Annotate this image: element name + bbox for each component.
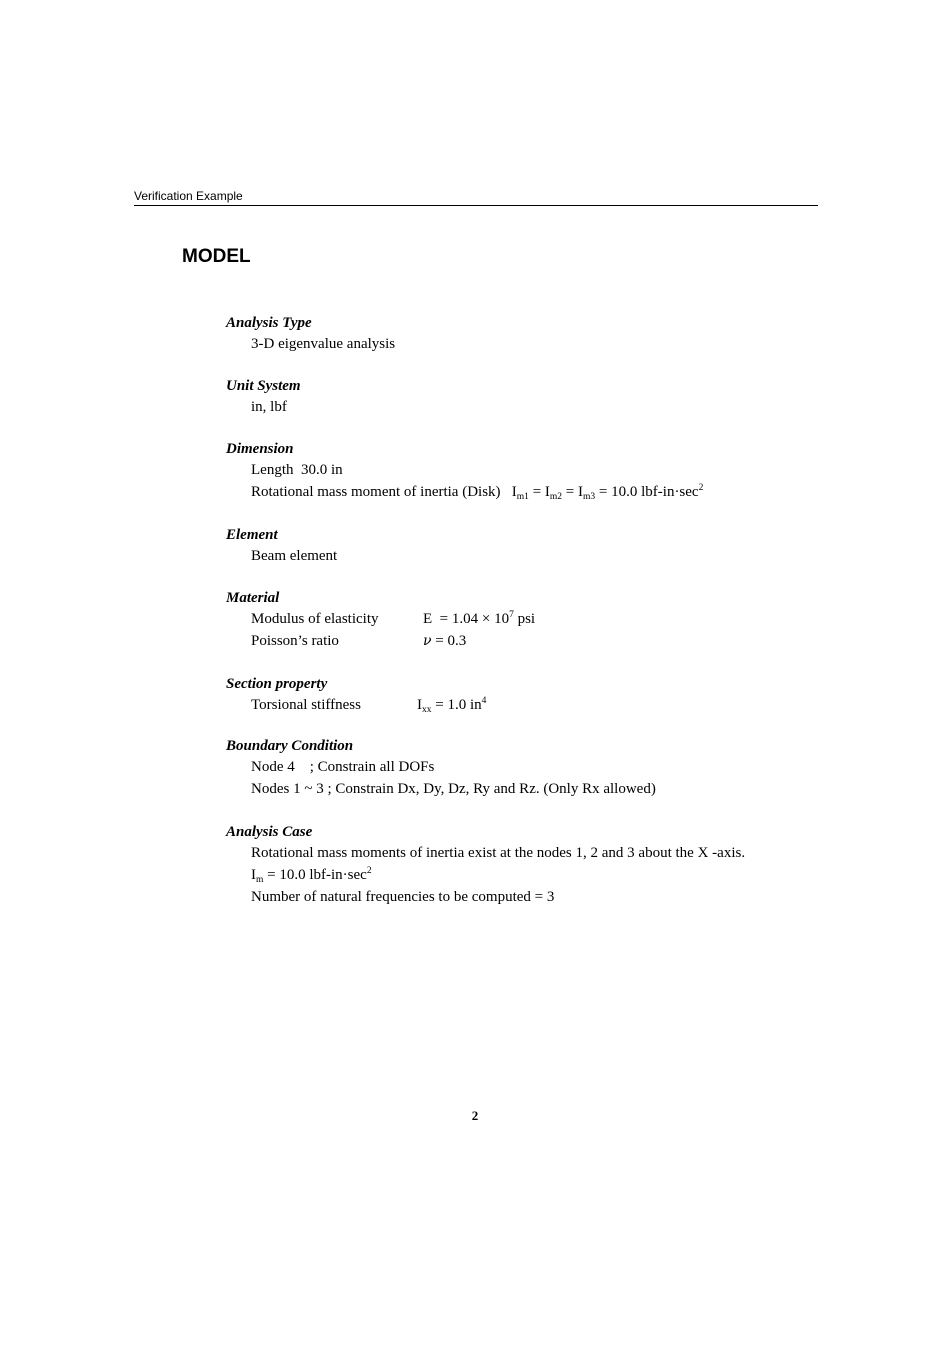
nu-symbol: ν	[423, 633, 432, 649]
analysis-case-line-1: Rotational mass moments of inertia exist at the nodes 1, 2 and 3 about the X -axis.	[251, 845, 746, 861]
poisson-label: Poisson’s ratio	[251, 633, 339, 649]
boundary-node: Node 4	[251, 759, 295, 775]
analysis-case-im: $I_m = 10.0$ lbf-$in\cdot\sec^2$	[251, 866, 372, 885]
dimension-heading: Dimension	[226, 441, 294, 457]
analysis-case-heading: Analysis Case	[226, 824, 313, 840]
boundary-constraint: ; Constrain all DOFs	[309, 759, 435, 775]
section-title: MODEL	[182, 246, 251, 267]
analysis-case-line-3: Number of natural frequencies to be computed = 3	[251, 889, 555, 905]
torsional-value: $I_{xx} = 1.0$ $in^4$	[417, 696, 487, 715]
header-text: Verification Example	[134, 189, 243, 203]
inertia-formula: $I_{m1} = I_{m2} = I_{m3} = 10.0$ lbf-$in\cdot\sec^2$	[511, 483, 704, 502]
unit-system-value: in, lbf	[251, 399, 287, 415]
torsional-label: Torsional stiffness	[251, 697, 361, 713]
element-value: Beam element	[251, 548, 338, 564]
modulus-value: $E = 1.04 \times 10^7$ psi	[423, 610, 536, 627]
section-property-heading: Section property	[226, 676, 328, 692]
length-value: 30.0 in	[301, 462, 343, 478]
boundary-line-1	[251, 756, 434, 778]
unit-system-heading: Unit System	[226, 378, 301, 394]
boundary-line-2: Nodes 1 ~ 3 ; Constrain Dx, Dy, Dz, Ry and Rz. (Only Rx allowed)	[251, 781, 656, 797]
element-heading: Element	[226, 527, 278, 543]
analysis-type-value: 3-D eigenvalue analysis	[251, 336, 396, 352]
inertia-line	[251, 481, 703, 503]
analysis-type-heading: Analysis Type	[226, 315, 312, 331]
length-label: Length	[251, 462, 294, 478]
page-number: 2	[471, 1108, 479, 1123]
material-heading: Material	[226, 590, 280, 606]
length-line	[251, 459, 343, 481]
poisson-value: ν = 0.3	[423, 633, 467, 649]
inertia-label: Rotational mass moment of inertia (Disk)	[251, 484, 501, 500]
boundary-condition-heading: Boundary Condition	[226, 738, 354, 754]
running-header	[134, 189, 818, 206]
modulus-label: Modulus of elasticity	[251, 611, 379, 627]
